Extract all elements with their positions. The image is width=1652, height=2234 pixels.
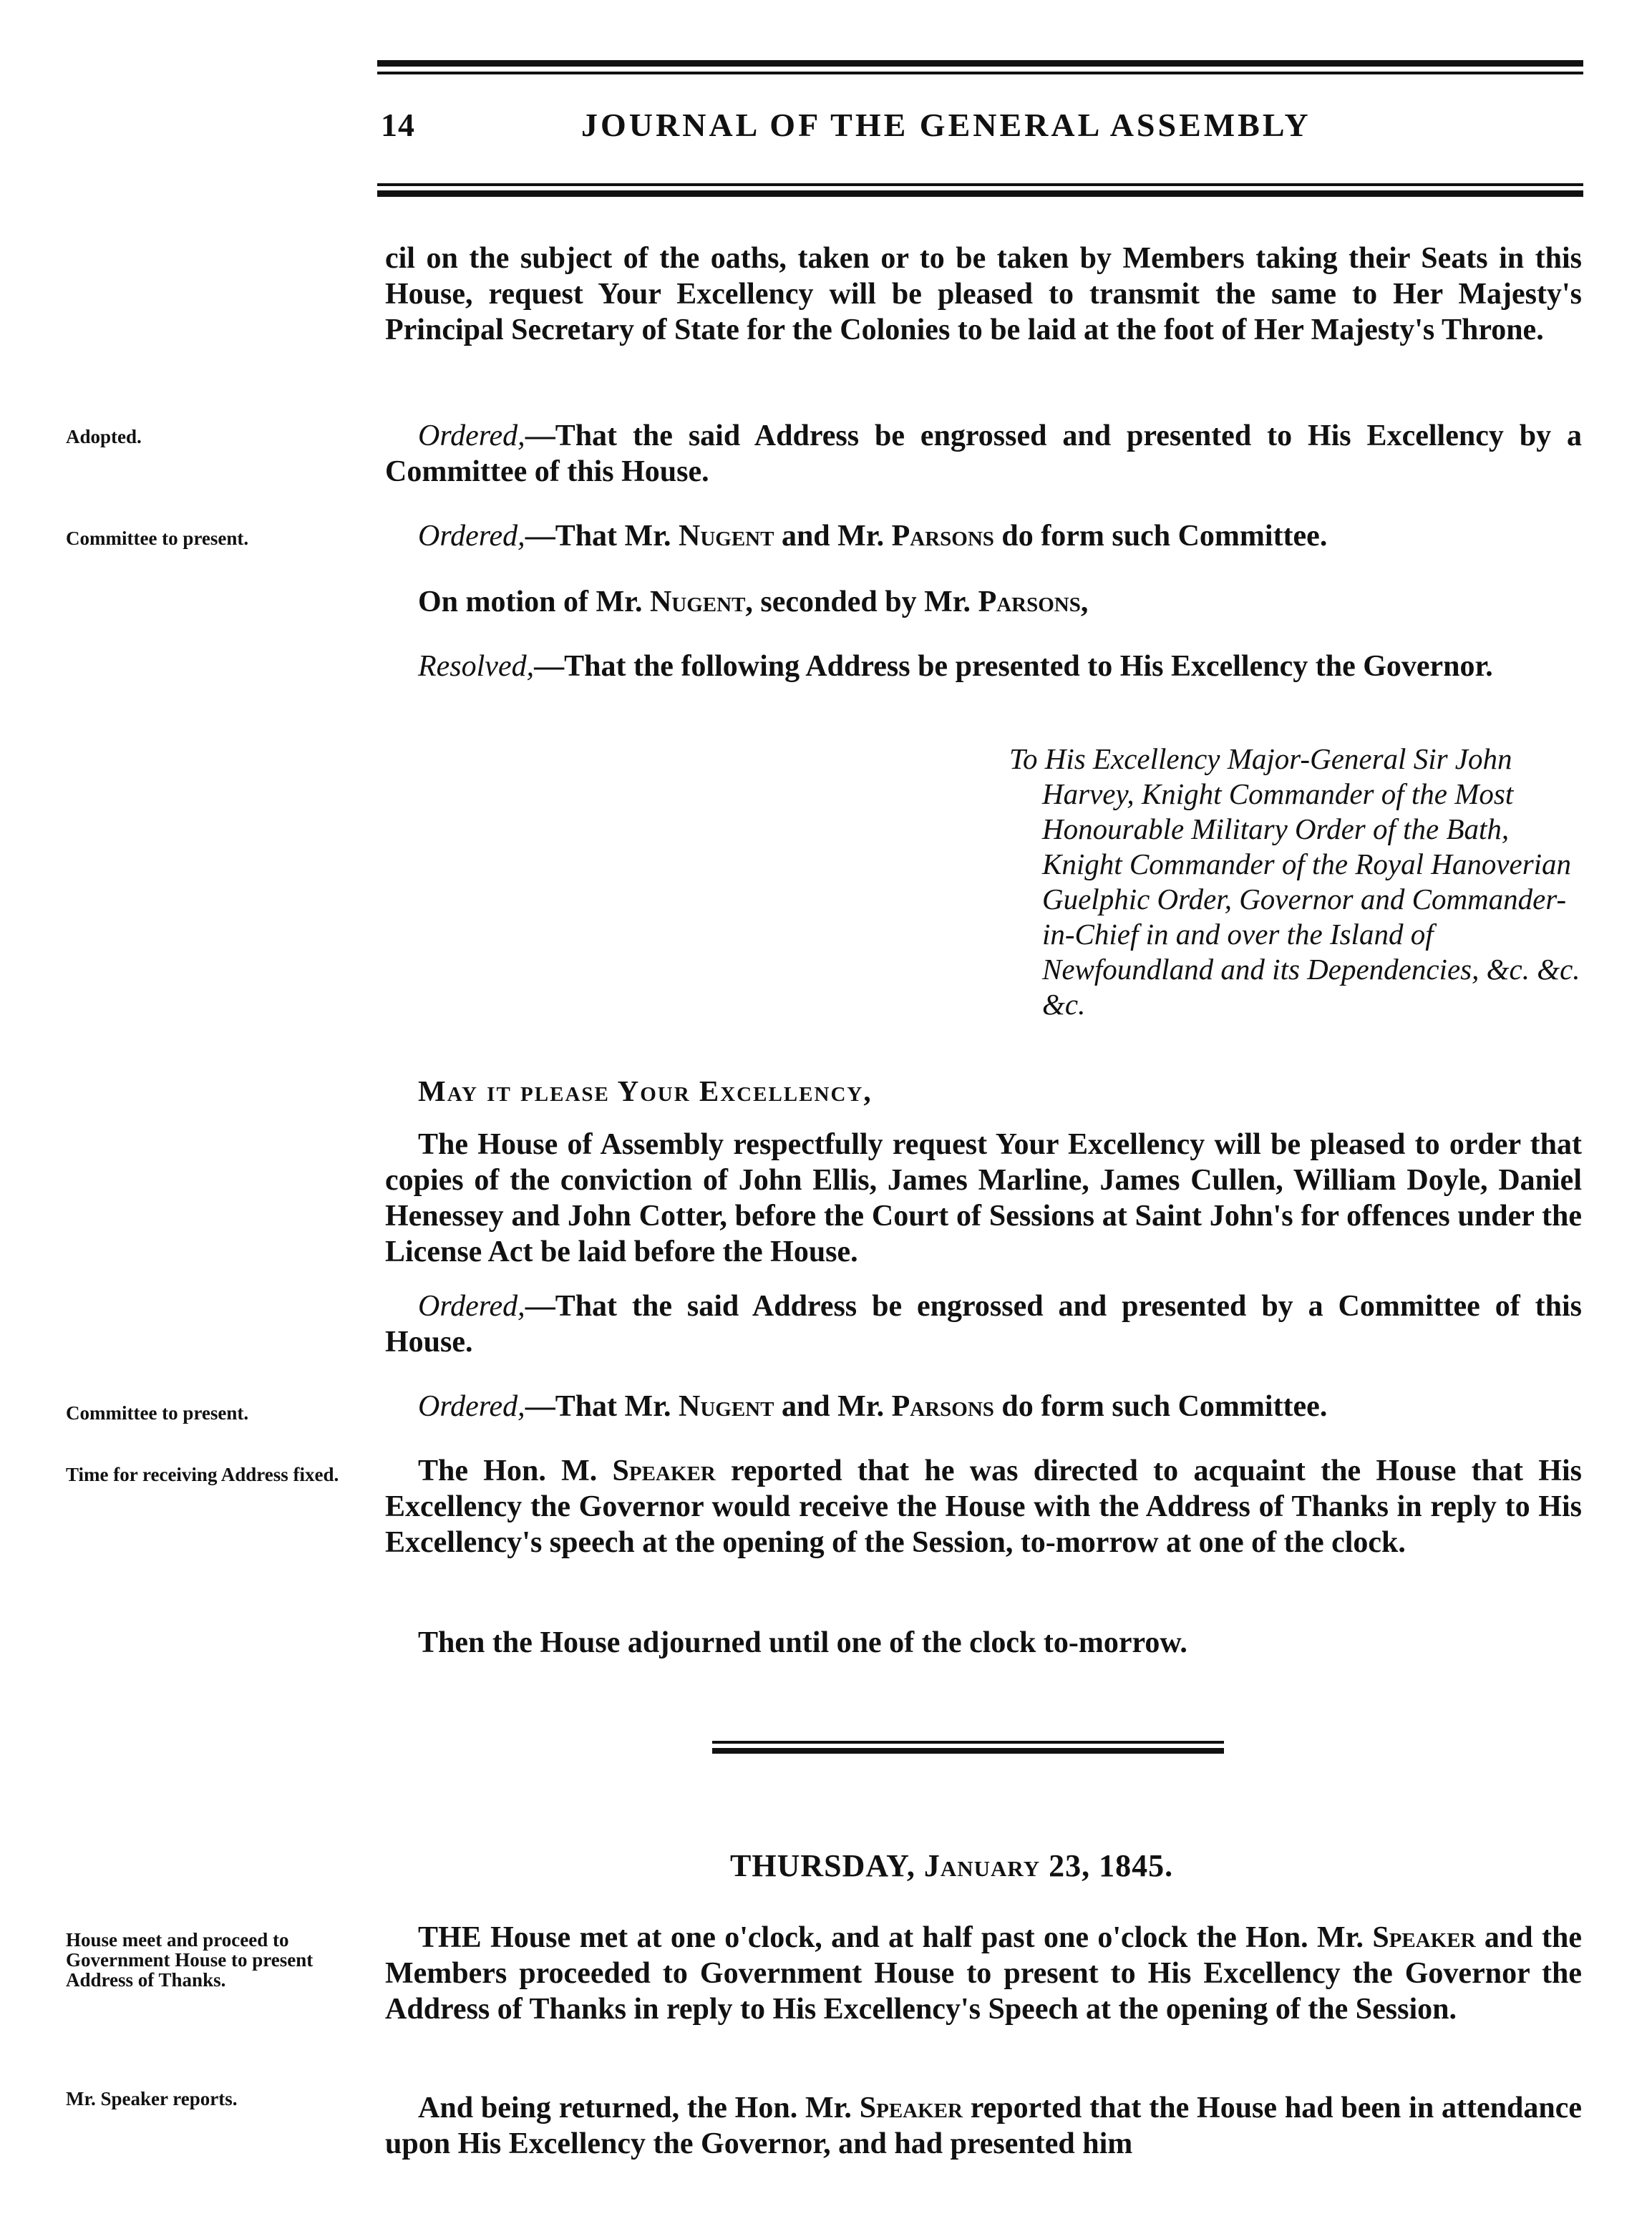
name-parsons: Parsons xyxy=(891,1390,994,1423)
page-number: 14 xyxy=(381,107,415,143)
margin-note-adopted: Adopted. xyxy=(66,426,142,447)
ordered-label: Ordered, xyxy=(418,1390,525,1423)
margin-note-house-meet: House meet and proceed to Government House to present Address of Thanks. xyxy=(66,1929,314,1991)
section-rule-thin xyxy=(712,1741,1224,1744)
name-nugent: Nugent xyxy=(678,1390,774,1423)
text-run: , xyxy=(1080,586,1089,618)
running-title: JOURNAL OF THE GENERAL ASSEMBLY xyxy=(581,107,1311,143)
paragraph-motion xyxy=(385,584,1582,620)
paragraph-adjourned xyxy=(385,1625,1582,1661)
paragraph-text xyxy=(385,584,1582,620)
margin-note-time-fixed: Time for receiving Address fixed. xyxy=(66,1464,339,1485)
paragraph-continuation xyxy=(385,241,1582,348)
ordered-label: Ordered, xyxy=(418,419,525,452)
margin-note-committee-1: Committee to present. xyxy=(66,528,249,549)
paragraph-text xyxy=(385,418,1582,490)
paragraph-resolved xyxy=(385,649,1582,684)
paragraph-speaker-reported xyxy=(385,1453,1582,1560)
text-run: —That Mr. xyxy=(525,520,679,553)
paragraph-text xyxy=(385,1288,1582,1360)
text-run: do form such Committee. xyxy=(993,520,1328,553)
margin-note-committee-2: Committee to present. xyxy=(66,1402,249,1424)
paragraph-text xyxy=(385,2090,1582,2162)
text-run: and the Members proceeded to Government House to present to His Excellency the Governor the Address of Thanks in reply to His Excellency's Speech at the opening of the Session. xyxy=(385,1921,1582,2026)
paragraph-ordered-committee-2 xyxy=(385,1389,1582,1424)
title-speaker: Speaker xyxy=(859,2092,963,2124)
text-run: and Mr. xyxy=(774,1390,892,1423)
paragraph-ordered-committee-1 xyxy=(385,518,1582,554)
text-run: reported that the House had been in attendance upon His Excellency the Governor, and had presented him xyxy=(385,2092,1582,2160)
title-speaker: Speaker xyxy=(1372,1921,1476,1954)
paragraph-ordered-engrossed-2 xyxy=(385,1288,1582,1360)
header-top-rule-thick xyxy=(377,60,1583,67)
paragraph-rest: —That the following Address be presented to His Excellency the Governor. xyxy=(534,650,1493,683)
date-month: January xyxy=(923,1848,1041,1883)
ordered-label: Ordered, xyxy=(418,520,525,553)
text-run: The Hon. M. xyxy=(418,1454,613,1487)
name-nugent: Nugent xyxy=(678,520,774,553)
margin-note-speaker-reports: Mr. Speaker reports. xyxy=(66,2088,238,2109)
text-run: reported that he was directed to acquaint the House that His Excellency the Governor would receive the House with the Address of Thanks in reply to His Excellency's speech at the opening of the Session, to-morrow at one of the clock. xyxy=(385,1454,1582,1559)
text-run: And being returned, the Hon. Mr. xyxy=(418,2092,860,2124)
paragraph-text: cil on the subject of the oaths, taken or to be taken by Members taking their Seats in this House, request Your Excellency will be pleased to transmit the same to Her Majesty's Principal Secretary of State for the Colonies to be laid at the foot of Her Majesty's Throne. xyxy=(385,242,1582,346)
address-to-governor: To His Excellency Major-General Sir John Harvey, Knight Commander of the Most Honourable Military Order of the Bath, Knight Commander of the Royal Hanoverian Guelphic Order, Governor and Commander-in-Chief in and over the Island of Newfoundland and its Dependencies, &c. &c. &c. xyxy=(1009,742,1580,1021)
ordered-label: Ordered, xyxy=(418,1290,525,1323)
resolved-label: Resolved, xyxy=(418,650,535,683)
section-rule-thick xyxy=(712,1748,1224,1754)
text-run: , seconded by Mr. xyxy=(745,586,978,618)
text-run: do form such Committee. xyxy=(993,1390,1328,1423)
paragraph-text xyxy=(385,518,1582,554)
paragraph-text xyxy=(385,649,1582,684)
text-run: On motion of Mr. xyxy=(418,586,650,618)
header-top-rule-thin xyxy=(377,72,1583,74)
paragraph-house-met xyxy=(385,1920,1582,2027)
paragraph-rest: —That the said Address be engrossed and presented by a Committee of this House. xyxy=(385,1290,1582,1359)
paragraph-text xyxy=(385,1920,1582,2027)
date-heading xyxy=(730,1847,1173,1884)
salutation: May it please Your Excellency, xyxy=(418,1074,873,1107)
paragraph-ordered-engrossed xyxy=(385,418,1582,490)
paragraph-being-returned xyxy=(385,2090,1582,2162)
date-weekday: THURSDAY, xyxy=(730,1848,924,1883)
name-parsons: Parsons xyxy=(978,586,1081,618)
name-nugent: Nugent xyxy=(649,586,746,618)
header-bottom-rule-thick xyxy=(377,190,1583,197)
paragraph-text: The House of Assembly respectfully request Your Excellency will be pleased to order that copies of the conviction of John Ellis, James Marline, James Cullen, William Doyle, Daniel Henessey and John Cotter, before the Court of Sessions at Saint John's for offences under the License Act be laid before the House. xyxy=(385,1128,1582,1268)
header-bottom-rule-thin xyxy=(377,183,1583,186)
text-run: and Mr. xyxy=(774,520,892,553)
paragraph-text xyxy=(385,1453,1582,1560)
date-day-year: 23, 1845. xyxy=(1040,1848,1174,1883)
title-speaker: Speaker xyxy=(612,1454,716,1487)
paragraph-text xyxy=(385,1389,1582,1424)
paragraph-request xyxy=(385,1127,1582,1270)
paragraph-text: Then the House adjourned until one of the clock to-morrow. xyxy=(418,1626,1187,1659)
name-parsons: Parsons xyxy=(891,520,994,553)
text-run: THE House met at one o'clock, and at half past one o'clock the Hon. Mr. xyxy=(418,1921,1373,1954)
paragraph-rest: —That the said Address be engrossed and presented to His Excellency by a Committee of this House. xyxy=(385,419,1582,488)
text-run: —That Mr. xyxy=(525,1390,679,1423)
